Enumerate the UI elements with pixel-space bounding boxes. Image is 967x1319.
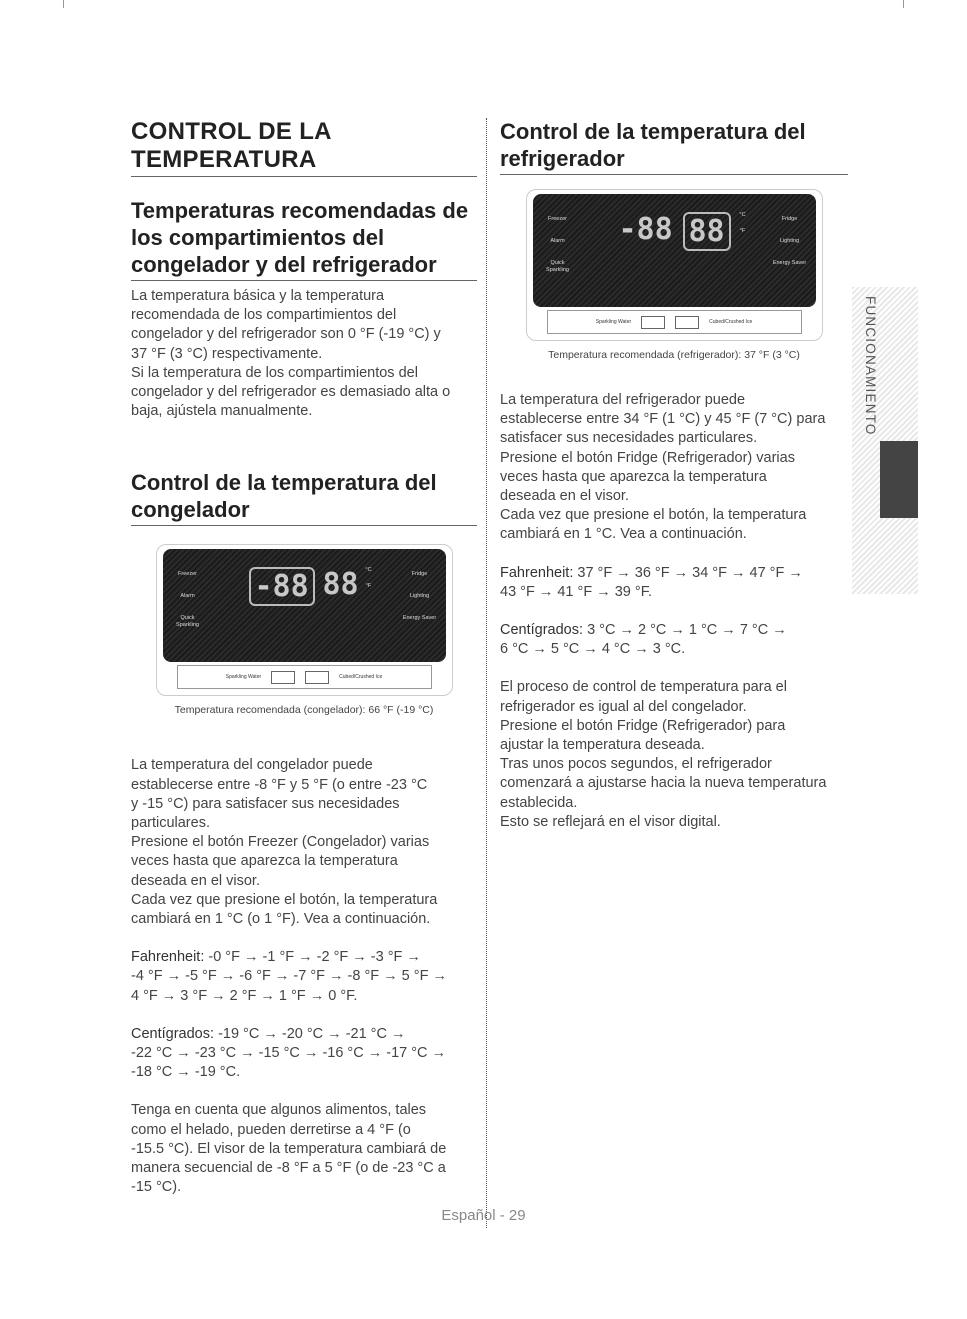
panel-label-freezer: Freezer [178, 571, 197, 578]
fridge-celsius-sequence: Centígrados: 3 °C → 2 °C → 1 °C → 7 °C → 6 °C → 5 °C → 4 °C → 3 °C. [500, 622, 787, 658]
option-box [305, 671, 329, 684]
panel-label-freezer: Freezer [548, 216, 567, 222]
sparkling-water-label: Sparkling Water [225, 674, 262, 681]
option-box [641, 316, 665, 329]
chapter-side-tab-label: FUNCIONAMIENTO [863, 296, 878, 436]
panel-label-fridge: Fridge [781, 216, 798, 222]
panel-label-fridge: Fridge [411, 571, 428, 578]
freezer-note: Tenga en cuenta que algunos alimentos, tales como el helado, pueden derretirse a 4 °F (o -15.5 °C). El visor de la temperatura cambiará de manera secuencial de -8 °F a 5 °F (o de -23 °C a -15 °C). [131, 1102, 447, 1196]
unit-c: °C [739, 212, 746, 218]
page-footer: Español - 29 [441, 1207, 526, 1224]
option-box [675, 316, 699, 329]
unit-f: °F [739, 228, 746, 234]
sparkling-water-label: Sparkling Water [595, 319, 632, 325]
panel-label-alarm: Alarm [180, 593, 195, 600]
freezer-fahrenheit-sequence: Fahrenheit: -0 °F → -1 °F → -2 °F → -3 °F → -4 °F → -5 °F → -6 °F → -7 °F → -8 °F → 5 °F → 4 °F → 3 °F → 2 °F → 1 °F → 0 °F. [131, 949, 447, 1004]
display-panel [533, 194, 816, 307]
fridge-control-panel-illustration [526, 189, 823, 341]
freezer-digits: -88 [249, 567, 315, 606]
fridge-caption: Temperatura recomendada (refrigerador): 37 °F (3 °C) [548, 349, 800, 361]
left-column [131, 118, 477, 1197]
registration-mark [63, 0, 64, 8]
right-column [500, 118, 848, 832]
panel-label-quick-sparkling: Quick Sparkling [176, 615, 199, 629]
column-divider [486, 118, 487, 1228]
fridge-digits: 88 [322, 567, 359, 603]
fridge-fahrenheit-sequence: Fahrenheit: 37 °F → 36 °F → 34 °F → 47 °F → 43 °F → 41 °F → 39 °F. [500, 564, 803, 600]
panel-label-energy-saver: Energy Saver [772, 260, 807, 266]
cubed-crushed-label: Cubed/Crushed Ice [339, 674, 383, 681]
freezer-celsius-sequence: Centígrados: -19 °C → -20 °C → -21 °C → -22 °C → -23 °C → -15 °C → -16 °C → -17 °C → -18 °C → -19 °C. [131, 1025, 447, 1081]
section-title-recommended: Temperaturas recomendadas de los compartimientos del congelador y del refrigerador [131, 197, 477, 281]
page-title: CONTROL DE LA TEMPERATURA [131, 118, 477, 177]
freezer-digits: -88 [618, 212, 673, 247]
panel-label-alarm: Alarm [550, 238, 565, 244]
freezer-text: La temperatura del congelador puede establecerse entre -8 °F y 5 °F (o entre -23 °C y -15 °C) para satisfacer sus necesidades particulares. Presione el botón Freezer (Congelador) varias veces hasta que aparezca la temperatura deseada en el visor. Cada vez que presione el botón, la temperatura cambiará en 1 °C (o 1 °F). Vea a continuación. [131, 757, 438, 928]
fridge-text: La temperatura del refrigerador puede establecerse entre 34 °F (1 °C) y 45 °F (7 °C) para satisfacer sus necesidades particulares. Presione el botón Fridge (Refrigerador) varias veces hasta que aparezca la temperatura deseada en el visor. Cada vez que presione el botón, la temperatura cambiará en 1 °C. Vea a continuación. [500, 392, 826, 543]
option-box [271, 671, 295, 684]
fridge-process-text: El proceso de control de temperatura para el refrigerador es igual al del congelador. Presione el botón Fridge (Refrigerador) para ajustar la temperatura deseada. Tras unos pocos segundos, el refrigerador comenzará a ajustarse hacia la nueva temperatura establecida. Esto se reflejará en el visor digital. [500, 679, 827, 830]
section-title-freezer: Control de la temperatura del congelador [131, 469, 477, 526]
panel-label-lighting: Lighting [409, 593, 430, 600]
fridge-digits: 88 [683, 212, 731, 251]
panel-label-lighting: Lighting [779, 238, 800, 244]
unit-c: °C [365, 567, 372, 574]
freezer-caption: Temperatura recomendada (congelador): 66 °F (-19 °C) [174, 704, 434, 717]
dispenser-options [177, 665, 432, 689]
chapter-side-tab-marker [880, 441, 918, 518]
panel-label-energy-saver: Energy Saver [402, 615, 437, 622]
panel-label-quick-sparkling: Quick Sparkling [546, 260, 569, 273]
cubed-crushed-label: Cubed/Crushed Ice [709, 319, 753, 325]
registration-mark [903, 0, 904, 8]
unit-f: °F [365, 583, 372, 590]
recommended-text: La temperatura básica y la temperatura recomendada de los compartimientos del congelador y del refrigerador son 0 °F (-19 °C) y 37 °F (3 °C) respectivamente. Si la temperatura de los compartimientos del congelador y del refrigerador es demasiado alta o baja, ajústela manualmente. [131, 288, 451, 420]
dispenser-options [547, 310, 802, 334]
display-panel [163, 549, 446, 662]
section-title-fridge: Control de la temperatura del refrigerador [500, 118, 848, 175]
freezer-control-panel-illustration [156, 544, 453, 696]
